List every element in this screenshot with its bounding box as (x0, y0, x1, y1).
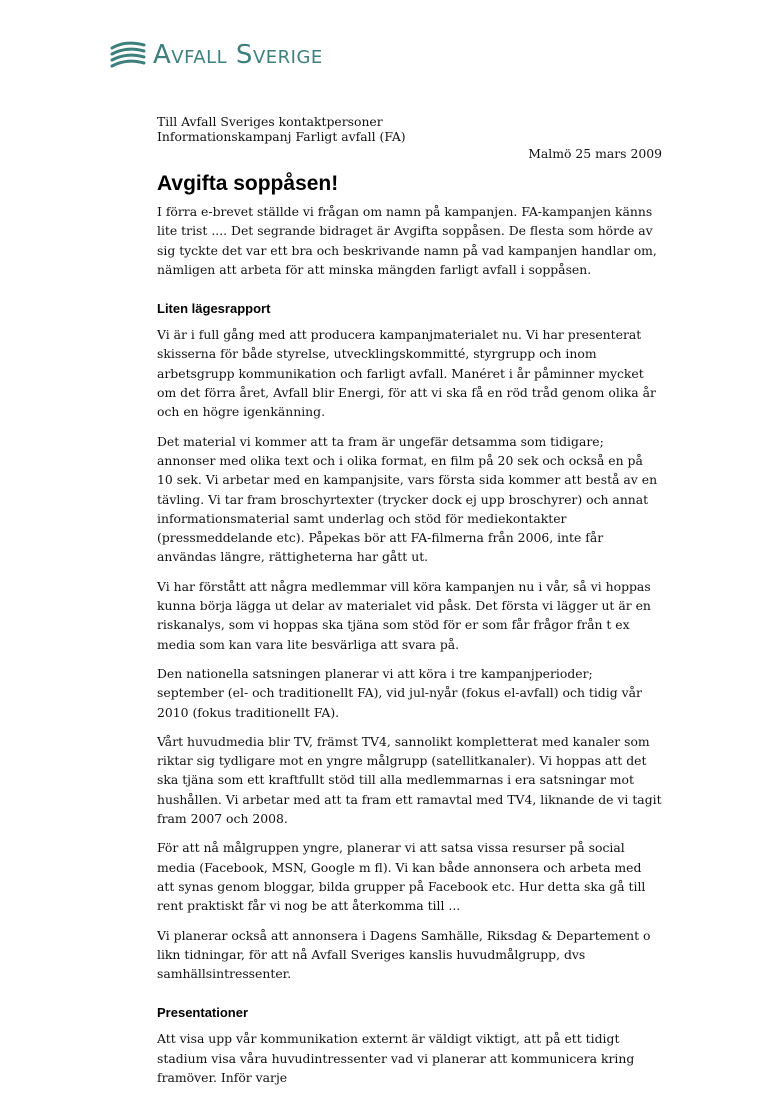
brand-name: Avfall Sverige (153, 40, 323, 70)
letter-date: Malmö 25 mars 2009 (528, 146, 662, 161)
brand-logo (109, 39, 323, 71)
paragraph: Vi har förstått att några medlemmar vill köra kampanjen nu i vår, så vi hoppas kunna börja lägga ut delar av materialet vid påsk. Det första vi lägger ut är en riskanalys, som vi hoppas ska tjäna som stöd för er som får frågor från t ex media som kan vara lite besvärliga att svara på. (157, 578, 651, 652)
section-heading-lagesrapport: Liten lägesrapport (157, 301, 271, 317)
paragraph: Vårt huvudmedia blir TV, främst TV4, sannolikt kompletterat med kanaler som riktar sig tydligare mot en yngre målgrupp (satellitkanaler). Vi hoppas att det ska tjäna som ett kraftfullt stöd till alla medlemmarnas i era satsningar mot hushållen. Vi arbetar med att ta fram ett ramavtal med TV4, liknande de vi tagit fram 2007 och 2008. (157, 733, 662, 827)
paragraph: För att nå målgruppen yngre, planerar vi att satsa vissa resurser på social media (Facebook, MSN, Google m fl). Vi kan både annonsera och arbeta med att synas genom bloggar, bilda grupper på Facebook etc. Hur detta ska gå till rent praktiskt får vi nog be att återkomma till ... (157, 840, 646, 914)
paragraph: Vi planerar också att annonsera i Dagens Samhälle, Riksdag & Departement o likn tidningar, för att nå Avfall Sveriges kanslis huvudmålgrupp, dvs samhällsintressenter. (157, 927, 651, 982)
letter-recipient: Till Avfall Sveriges kontaktpersoner (157, 114, 383, 129)
paragraph: Den nationella satsningen planerar vi att köra i tre kampanjperioder; september (el- och traditionellt FA), vid jul-nyår (fokus el-avfall) och tidig vår 2010 (fokus traditionellt FA). (157, 665, 642, 720)
intro-paragraph: I förra e-brevet ställde vi frågan om namn på kampanjen. FA-kampanjen känns lite trist .... Det segrande bidraget är Avgifta soppåsen. De flesta som hörde av sig tyckte det var ett bra och beskrivande namn på vad kampanjen handlar om, nämligen att arbeta för att minska mängden farligt avfall i soppåsen. (157, 204, 657, 277)
paragraph: Det material vi kommer att ta fram är ungefär detsamma som tidigare; annonser med olika text och i olika format, en film på 20 sek och också en på 10 sek. Vi arbetar med en kampanjsite, vars första sida kommer att bestå av en tävling. Vi tar fram broschyrtexter (trycker dock ej upp broschyrer) och annat informationsmaterial samt underlag och stöd för mediekontakter (pressmeddelande etc). Påpekas bör att FA-filmerna från 2006, inte får användas längre, rättigheterna har gått ut. (157, 433, 658, 565)
letter-document (157, 114, 662, 1097)
avfall-sverige-wave-icon (109, 39, 147, 71)
paragraph: Att visa upp vår kommunikation externt är väldigt viktigt, att på ett tidigt stadium visa våra huvudintressenter vad vi planerar att kommunicera kring framöver. Inför varje (157, 1031, 635, 1085)
page-title: Avgifta soppåsen! (157, 172, 339, 195)
letter-subject: Informationskampanj Farligt avfall (FA) (157, 129, 406, 144)
section-heading-presentationer: Presentationer (157, 1005, 249, 1021)
paragraph: Vi är i full gång med att producera kampanjmaterialet nu. Vi har presenterat skisserna för både styrelse, utvecklingskommitté, styrgrupp och inom arbetsgrupp kommunikation och farligt avfall. Manéret i år påminner mycket om det förra året, Avfall blir Energi, för att vi ska få en röd tråd genom olika år och en högre igenkänning. (157, 327, 656, 420)
